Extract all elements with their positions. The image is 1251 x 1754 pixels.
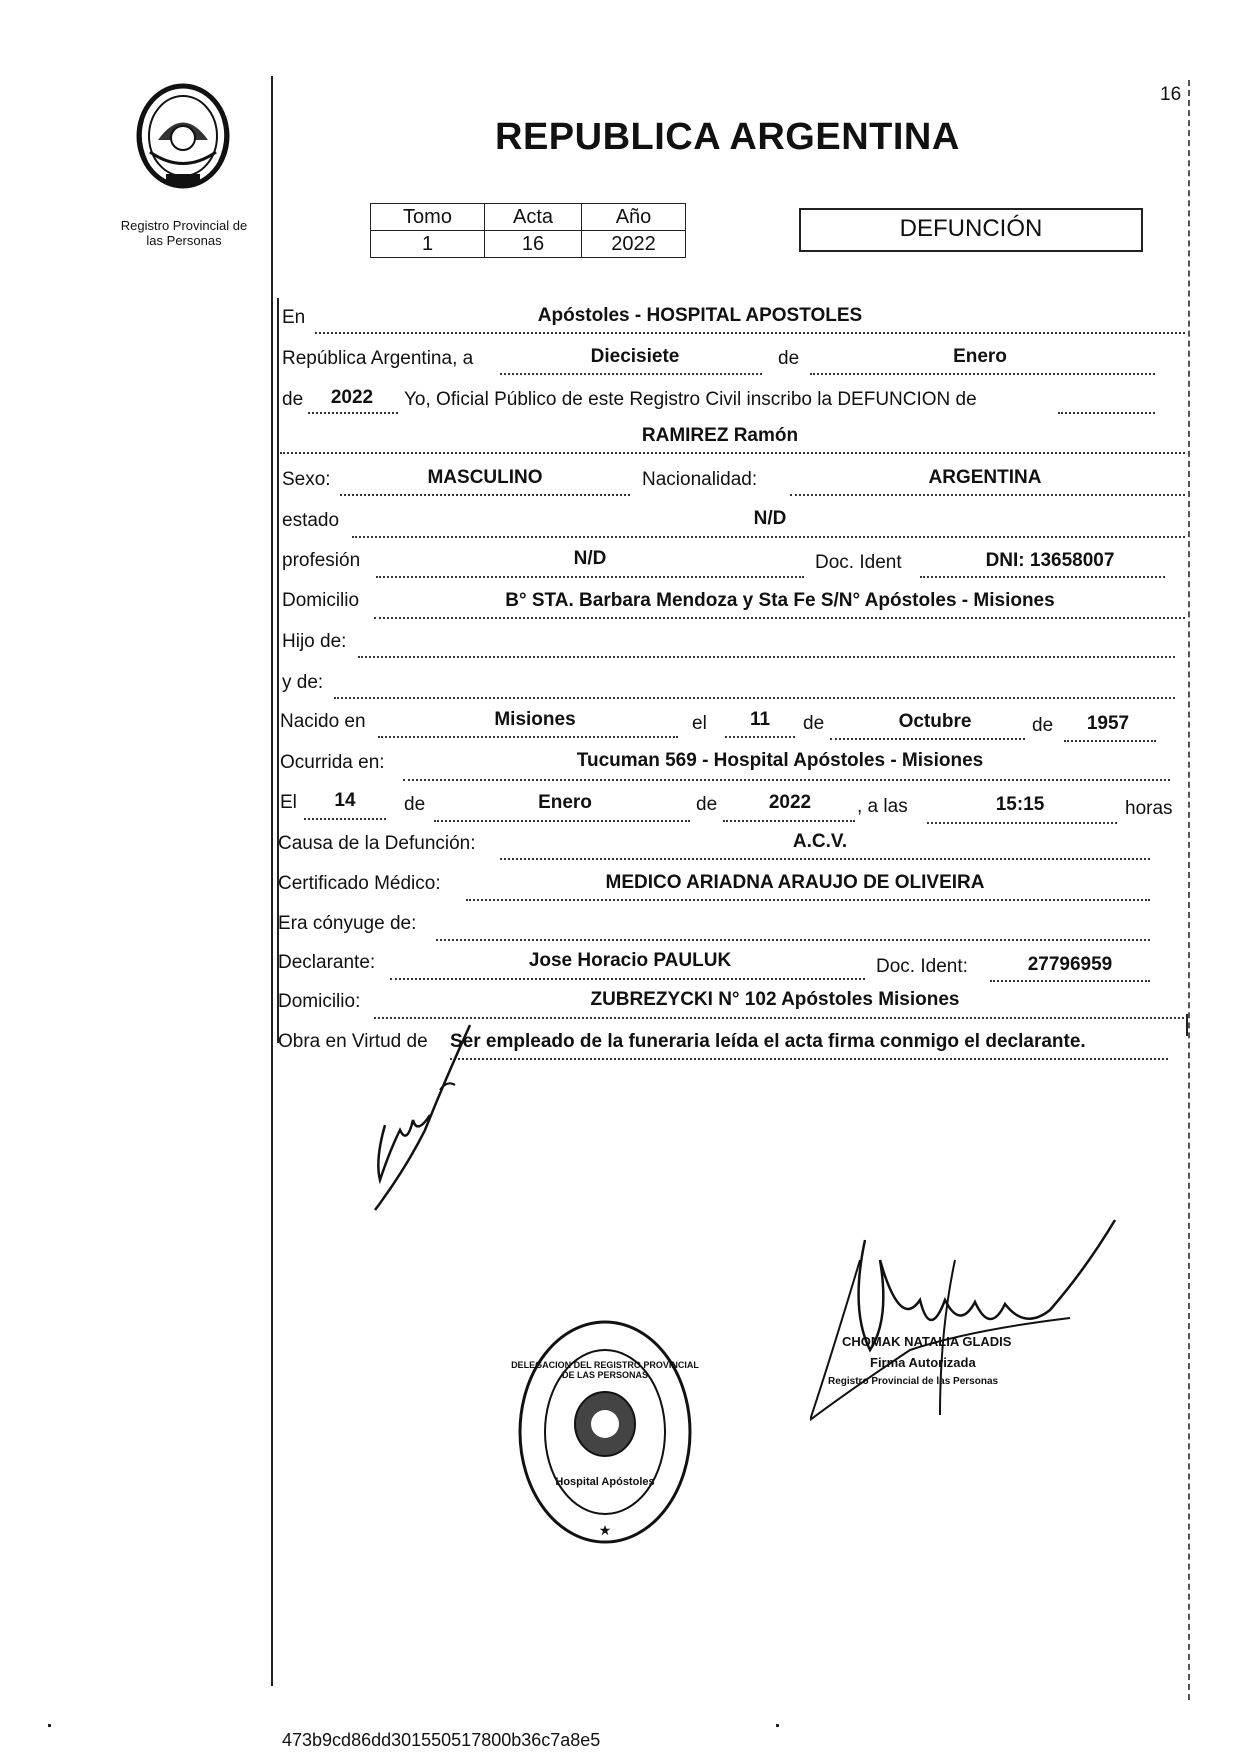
value-profesion: N/D (573, 548, 607, 569)
value-birth-month: Octubre (898, 711, 972, 732)
label-domicilio: Domicilio (282, 590, 360, 611)
table-header-tomo: Tomo (371, 204, 485, 231)
value-decl-domicilio: ZUBREZYCKI N° 102 Apóstoles Misiones (590, 989, 960, 1010)
footer-dot-right (776, 1724, 779, 1727)
value-death-year: 2022 (768, 792, 812, 813)
value-day: Diecisiete (590, 346, 680, 367)
label-birth-de1: de (803, 713, 825, 734)
line-death-year (723, 820, 855, 822)
line-death-month (434, 820, 690, 822)
table-row (371, 231, 686, 258)
label-en: En (282, 307, 306, 328)
line-obra (450, 1058, 1168, 1060)
acta-value: 16 (485, 231, 582, 258)
value-ocurrida: Tucuman 569 - Hospital Apóstoles - Misiones (576, 750, 984, 771)
value-estado: N/D (753, 508, 787, 529)
registry-table (370, 203, 686, 258)
value-death-time: 15:15 (995, 794, 1045, 815)
table-header-anio: Año (582, 204, 686, 231)
line-death-day (304, 818, 386, 820)
deceased-name: RAMIREZ Ramón (641, 425, 799, 446)
line-causa (500, 858, 1150, 860)
label-de-month: de (778, 348, 800, 369)
label-birth-de2: de (1032, 715, 1054, 736)
stamp-seal-icon (515, 1316, 695, 1548)
label-el: el (692, 713, 707, 734)
label-alas: , a las (857, 796, 908, 817)
footer-dot-left (48, 1724, 51, 1727)
line-yde (334, 697, 1175, 699)
label-obra: Obra en Virtud de (278, 1031, 428, 1052)
line-birth-month (830, 738, 1025, 740)
stamp-ring-text: DELEGACION DEL REGISTRO PROVINCIAL DE LAS PERSONAS (511, 1360, 699, 1380)
line-decl-doc (990, 980, 1150, 982)
value-certificado: MEDICO ARIADNA ARAUJO DE OLIVEIRA (605, 872, 985, 893)
label-estado: estado (282, 510, 340, 531)
value-month: Enero (953, 346, 1007, 367)
official-stamp (511, 1316, 699, 1548)
line-deceased (280, 452, 1185, 454)
inscribe-text: Yo, Oficial Público de este Registro Civil inscribo la DEFUNCION de (404, 389, 977, 410)
line-profesion (376, 576, 804, 578)
left-margin-rule (271, 76, 273, 1686)
declarant-signature (355, 1020, 495, 1220)
label-republica: República Argentina, a (282, 348, 474, 369)
label-death-de2: de (696, 794, 718, 815)
table-header-row (371, 204, 686, 231)
official-role: Firma Autorizada (870, 1355, 976, 1370)
tomo-value: 1 (371, 231, 485, 258)
anio-value: 2022 (582, 231, 686, 258)
value-birth-year: 1957 (1086, 713, 1130, 734)
label-doc: Doc. Ident (815, 552, 902, 573)
value-en: Apóstoles - HOSPITAL APOSTOLES (537, 305, 863, 326)
coat-of-arms-icon (128, 80, 238, 192)
label-nacionalidad: Nacionalidad: (642, 469, 758, 490)
value-year: 2022 (330, 387, 374, 408)
province-logo (128, 80, 238, 192)
label-yde: y de: (282, 672, 324, 693)
line-year (308, 412, 398, 414)
label-sexo: Sexo: (282, 469, 331, 490)
line-conyuge (436, 939, 1150, 941)
line-sexo (340, 494, 630, 496)
value-domicilio: B° STA. Barbara Mendoza y Sta Fe S/N° Apóstoles - Misiones (505, 590, 1055, 611)
label-death-de1: de (404, 794, 426, 815)
label-nacido: Nacido en (280, 711, 366, 732)
line-doc (920, 576, 1165, 578)
document-hash: 473b9cd86dd301550517800b36c7a8e5 (282, 1730, 601, 1750)
signature-area-border (1186, 1014, 1188, 1036)
line-estado (352, 536, 1185, 538)
act-type-box: DEFUNCIÓN (799, 208, 1143, 252)
line-decl-domicilio (374, 1017, 1188, 1019)
page-number: 16 (1160, 84, 1182, 105)
stamp-inner-text: Hospital Apóstoles (555, 1476, 655, 1488)
official-signature (810, 1200, 1140, 1430)
label-decl-doc: Doc. Ident: (876, 956, 968, 977)
value-sexo: MASCULINO (427, 467, 543, 488)
svg-text:★: ★ (598, 1522, 612, 1538)
label-decl-domicilio: Domicilio: (278, 991, 361, 1012)
value-birth-day: 11 (749, 709, 771, 730)
label-de-year: de (282, 389, 304, 410)
line-inscribe-end (1058, 412, 1155, 414)
value-nacionalidad: ARGENTINA (928, 467, 1042, 488)
line-domicilio (374, 617, 1185, 619)
label-horas: horas (1125, 798, 1173, 819)
value-obra: Ser empleado de la funeraria leída el acta firma conmigo el declarante. (450, 1031, 1086, 1052)
value-death-day: 14 (334, 790, 356, 811)
line-birth-year (1064, 740, 1156, 742)
label-declarante: Declarante: (278, 952, 376, 973)
label-causa: Causa de la Defunción: (278, 833, 476, 854)
line-day (500, 373, 762, 375)
label-certificado: Certificado Médico: (278, 873, 441, 894)
page-title: REPUBLICA ARGENTINA (495, 116, 960, 158)
line-nacionalidad (790, 494, 1185, 496)
label-profesion: profesión (282, 550, 361, 571)
line-birth-day (725, 736, 795, 738)
label-hijo: Hijo de: (282, 631, 347, 652)
line-death-time (927, 822, 1117, 824)
official-name: CHOMAK NATALIA GLADIS (842, 1334, 1012, 1349)
line-declarante (390, 978, 865, 980)
value-doc: DNI: 13658007 (985, 550, 1115, 571)
value-causa: A.C.V. (792, 831, 848, 852)
line-month (810, 373, 1155, 375)
right-margin-rule (1188, 80, 1190, 1700)
label-El: El (280, 792, 297, 813)
value-declarante: Jose Horacio PAULUK (528, 950, 732, 971)
line-certificado (466, 899, 1150, 901)
agency-name: Registro Provincial de las Personas (120, 218, 248, 248)
line-ocurrida (403, 779, 1170, 781)
official-agency: Registro Provincial de las Personas (828, 1376, 999, 1387)
line-en (315, 332, 1185, 334)
value-decl-doc: 27796959 (1027, 954, 1113, 975)
table-header-acta: Acta (485, 204, 582, 231)
line-hijo (358, 656, 1175, 658)
label-conyuge: Era cónyuge de: (278, 913, 417, 934)
value-death-month: Enero (538, 792, 592, 813)
value-nacido: Misiones (494, 709, 576, 730)
line-nacido (378, 736, 678, 738)
label-ocurrida: Ocurrida en: (280, 752, 385, 773)
